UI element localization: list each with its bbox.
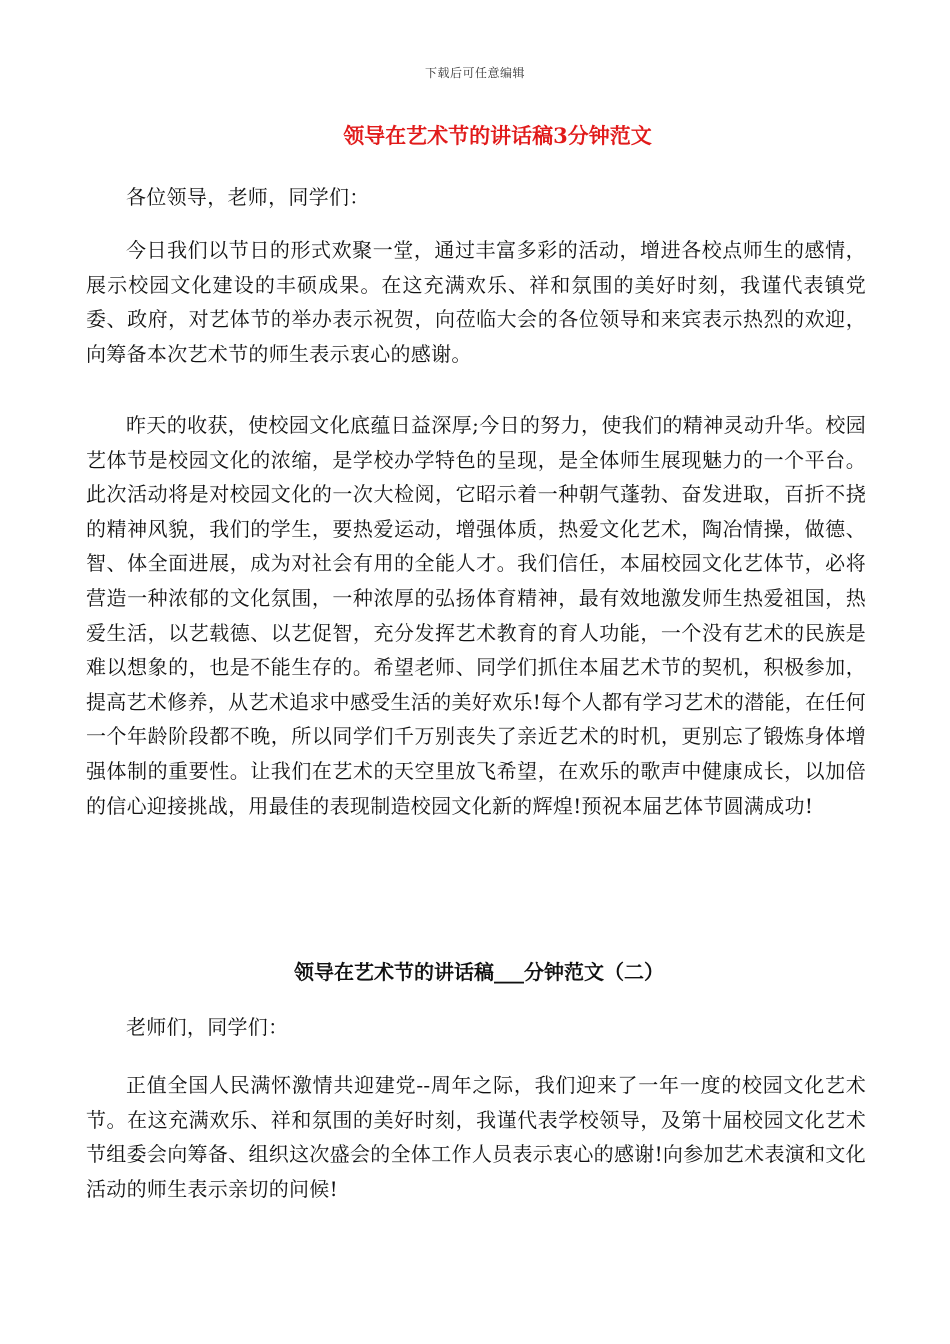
header-note: 下载后可任意编辑 xyxy=(424,66,525,80)
paragraph-1: 今日我们以节日的形式欢聚一堂，通过丰富多彩的活动，增进各校点师生的感情，展示校园文化建设的丰硕成果。在这充满欢乐、祥和氛围的美好时刻，我谨代表镇党委、政府，对艺体节的举办表示祝贺，向莅临大会的各位领导和来宾表示热烈的欢迎，向筹备本次艺术节的师生表示衷心的感谢。 xyxy=(86,238,866,366)
greeting-1: 各位领导，老师，同学们： xyxy=(126,185,370,209)
paragraph-2: 昨天的收获，使校园文化底蕴日益深厚;今日的努力，使我们的精神灵动升华。校园艺体节是校园文化的浓缩，是学校办学特色的呈现，是全体师生展现魅力的一个平台。此次活动将是对校园文化的一次大检阅，它昭示着一种朝气蓬勃、奋发进取，百折不挠的精神风貌，我们的学生，要热爱运动，增强体质，热爱文化艺术，陶冶情操，做德、智、体全面进展，成为对社会有用的全能人才。我们信任，本届校园文化艺体节，必将营造一种浓郁的文化氛围，一种浓厚的弘扬体育精神，最有效地激发师生热爱祖国，热爱生活，以艺载德、以艺促智，充分发挥艺术教育的育人功能，一个没有艺术的民族是难以想象的，也是不能生存的。希望老师、同学们抓住本届艺术节的契机，积极参加，提高艺术修养，从艺术追求中感受生活的美好欢乐!每个人都有学习艺术的潜能，在任何一个年龄阶段都不晚，所以同学们千万别丧失了亲近艺术的时机，更别忘了锻炼身体增强体制的重要性。让我们在艺术的天空里放飞希望，在欢乐的歌声中健康成长，以加倍的信心迎接挑战，用最佳的表现制造校园文化新的辉煌!预祝本届艺体节圆满成功! xyxy=(86,413,866,818)
document-title: 领导在艺术节的讲话稿3分钟范文 xyxy=(343,123,652,148)
paragraph-3: 正值全国人民满怀激情共迎建党--周年之际，我们迎来了一年一度的校园文化艺术节。在这充满欢乐、祥和氛围的美好时刻，我谨代表学校领导，及第十届校园文化艺术节组委会向筹备、组织这次盛会的全体工作人员表示衷心的感谢!向参加艺术表演和文化活动的师生表示亲切的问候! xyxy=(86,1073,866,1201)
section-title-2: 领导在艺术节的讲话稿___分钟范文（二） xyxy=(294,960,664,984)
greeting-2: 老师们，同学们： xyxy=(126,1015,289,1039)
